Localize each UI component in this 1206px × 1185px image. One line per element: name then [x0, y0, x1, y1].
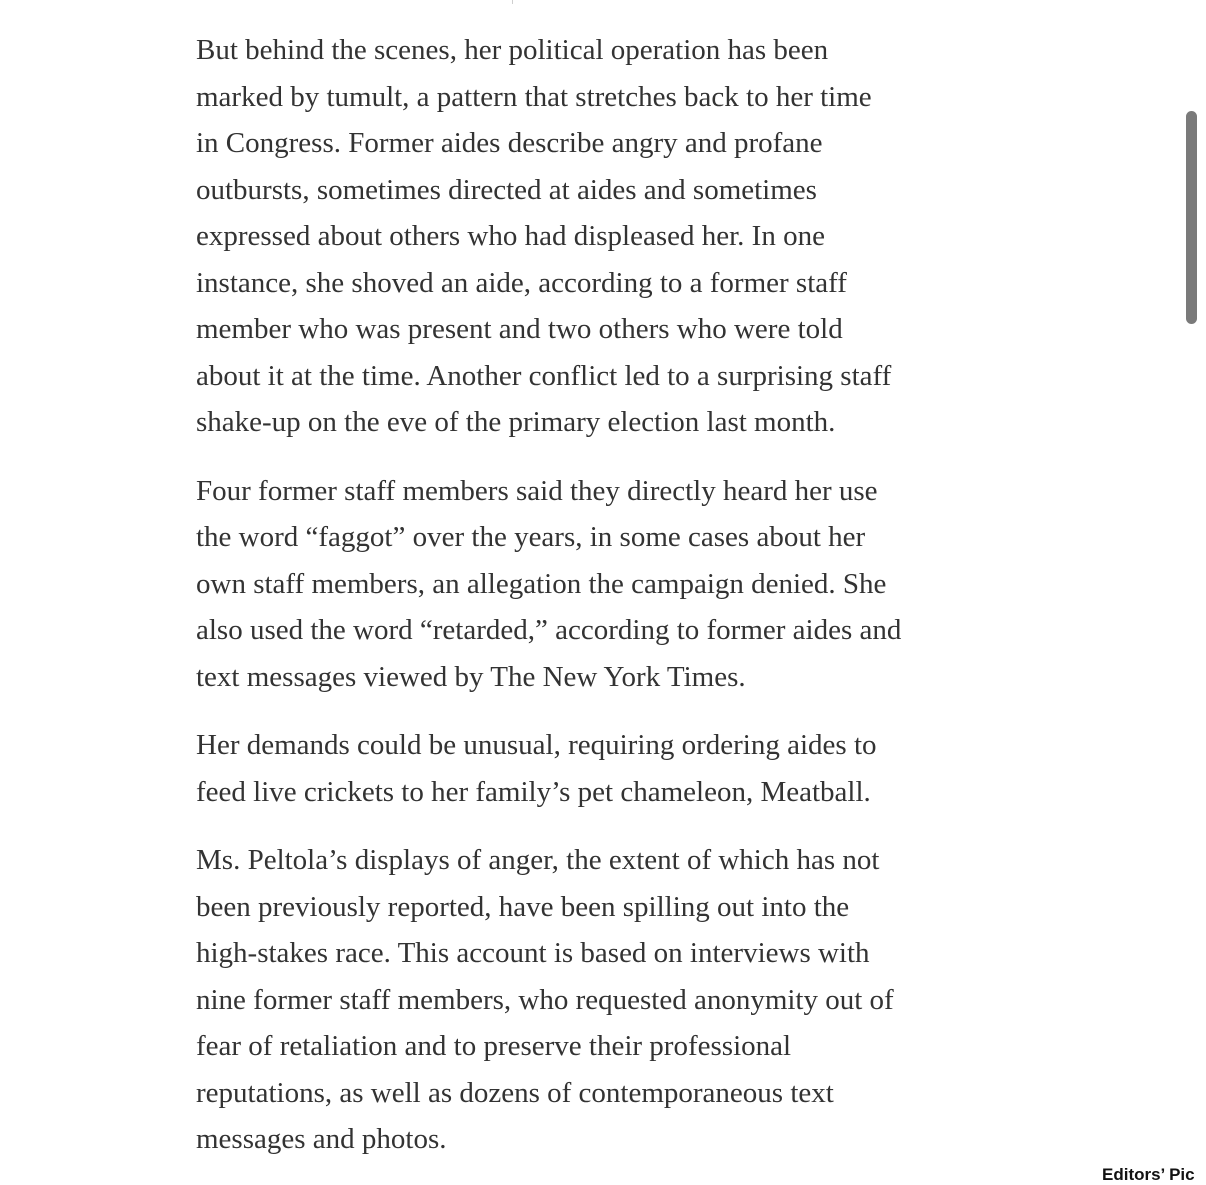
- editors-picks-label[interactable]: Editors’ Pic: [1102, 1165, 1195, 1184]
- article-paragraph-2: Four former staff members said they directly heard her use the word “faggot” over the years, in some cases about her own staff members, an allegation the campaign denied. She also used the word “retarded,” according to former aides and text messages viewed by The New York Times.: [196, 474, 902, 693]
- article-body: [196, 27, 1046, 1185]
- top-divider: [512, 0, 513, 4]
- article-paragraph-1: But behind the scenes, her political operation has been marked by tumult, a pattern that stretches back to her time in Congress. Former aides describe angry and profane outbursts, sometimes directed at aides and sometimes expressed about others who had displeased her. In one instance, she shoved an aide, according to a former staff member who was present and two others who were told about it at the time. Another conflict led to a surprising staff shake-up on the eve of the primary election last month.: [196, 34, 892, 438]
- scrollbar-thumb[interactable]: [1186, 111, 1197, 324]
- article-paragraph-4: Ms. Peltola’s displays of anger, the extent of which has not been previously reported, have been spilling out into the high-stakes race. This account is based on interviews with nine former staff members, who requested anonymity out of fear of retaliation and to preserve their professional reputations, as well as dozens of contemporaneous text messages and photos.: [196, 844, 894, 1155]
- article-paragraph-3: Her demands could be unusual, requiring ordering aides to feed live crickets to her family’s pet chameleon, Meatball.: [196, 729, 877, 808]
